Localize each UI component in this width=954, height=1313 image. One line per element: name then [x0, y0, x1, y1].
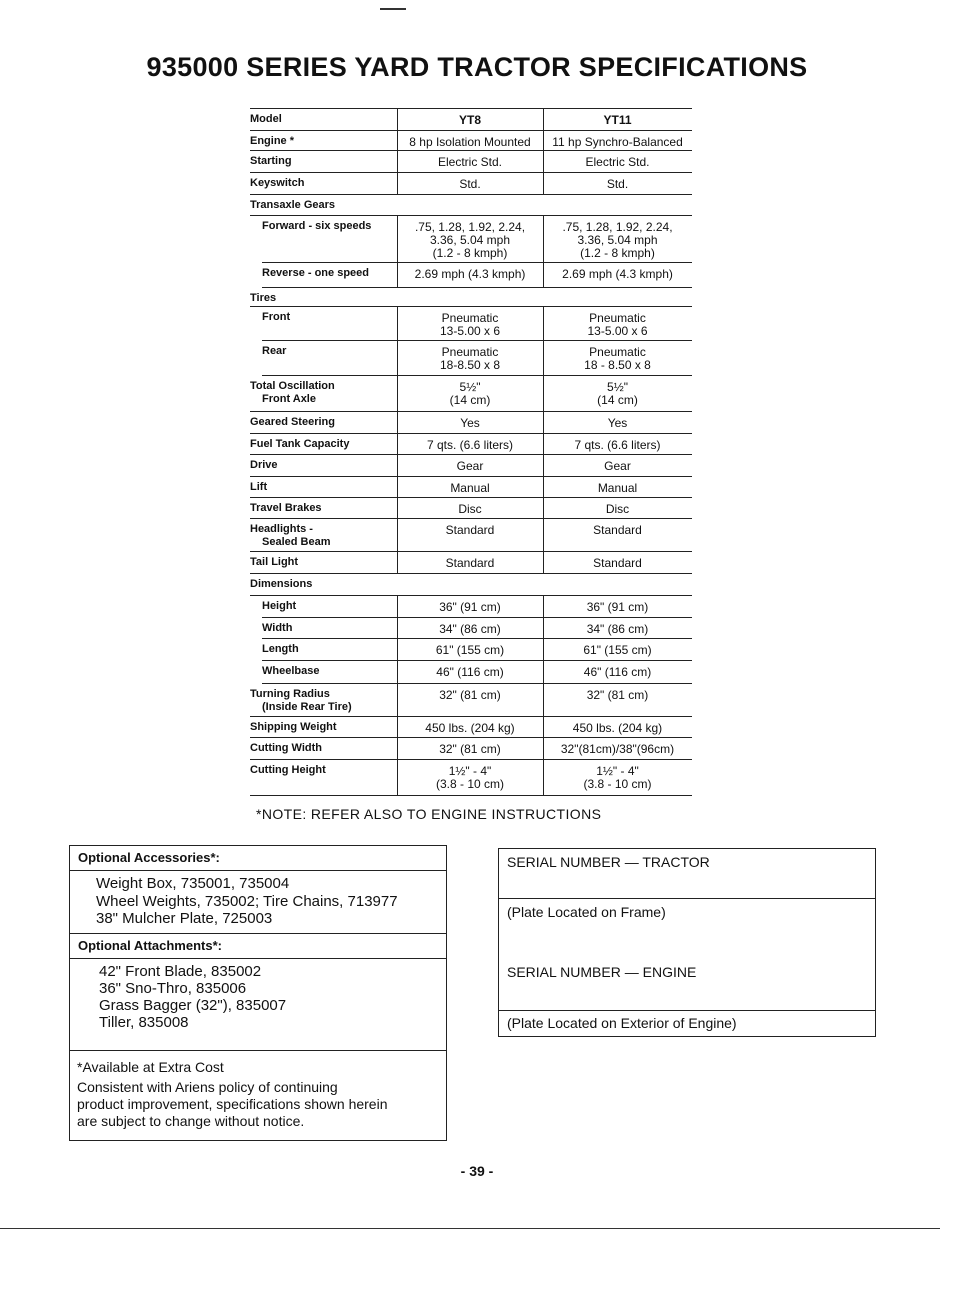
- spec-value: 46" (116 cm): [436, 665, 504, 679]
- spec-value: Standard: [445, 523, 495, 537]
- spec-value: (14 cm): [449, 393, 491, 407]
- scan-mark: [380, 8, 406, 10]
- spec-label: Total Oscillation: [250, 380, 335, 392]
- spec-label: Reverse - one speed: [262, 267, 369, 279]
- table-rule: [262, 375, 692, 376]
- spec-value: 7 qts. (6.6 liters): [426, 438, 514, 452]
- accessory-item: 38" Mulcher Plate, 725003: [96, 910, 273, 927]
- table-rule: [250, 130, 692, 131]
- table-rule: [262, 340, 692, 341]
- spec-value: Manual: [450, 481, 490, 495]
- footnote-line: Consistent with Ariens policy of continuing: [77, 1079, 338, 1095]
- spec-label: Shipping Weight: [250, 721, 337, 733]
- spec-value: Yes: [607, 416, 628, 430]
- spec-label: Transaxle Gears: [250, 199, 336, 211]
- table-rule: [262, 617, 692, 618]
- spec-value: 5½": [607, 380, 628, 394]
- table-rule: [250, 737, 692, 738]
- spec-value: Disc: [458, 502, 482, 516]
- spec-value: Std.: [606, 177, 629, 191]
- spec-value: 2.69 mph (4.3 kmph): [414, 267, 526, 281]
- spec-value: 1½" - 4": [596, 764, 639, 778]
- spec-label: Wheelbase: [262, 665, 320, 677]
- spec-value: Standard: [445, 556, 495, 570]
- attachments-title: Optional Attachments*:: [78, 938, 222, 953]
- spec-value: 34" (86 cm): [439, 622, 501, 636]
- spec-label: (Inside Rear Tire): [262, 701, 352, 713]
- table-rule: [250, 551, 692, 552]
- spec-value: Electric Std.: [437, 155, 503, 169]
- spec-label: Dimensions: [250, 578, 313, 590]
- serial-tractor-plate: (Plate Located on Frame): [507, 904, 666, 920]
- spec-label: Length: [262, 643, 299, 655]
- spec-label: Model: [250, 113, 282, 125]
- spec-label: Travel Brakes: [250, 502, 322, 514]
- table-rule: [250, 108, 692, 109]
- spec-value: 13-5.00 x 6: [587, 324, 648, 338]
- spec-label: Lift: [250, 481, 268, 493]
- table-rule: [250, 150, 692, 151]
- table-rule: [250, 411, 692, 412]
- table-rule: [250, 172, 692, 173]
- table-rule: [250, 194, 692, 195]
- spec-label: Front: [262, 311, 291, 323]
- spec-value: 34" (86 cm): [586, 622, 649, 636]
- spec-label: Rear: [262, 345, 287, 357]
- table-rule: [262, 638, 692, 639]
- table-rule: [250, 215, 692, 216]
- table-rule: [250, 759, 692, 760]
- spec-label: Headlights -: [250, 523, 313, 535]
- table-rule: [262, 262, 692, 263]
- spec-value: YT8: [458, 113, 481, 127]
- footnote-line: product improvement, specifications shown herein: [77, 1096, 388, 1112]
- table-rule: [250, 306, 692, 307]
- spec-value: (3.8 - 10 cm): [435, 777, 504, 791]
- footnote-line: *Available at Extra Cost: [77, 1059, 224, 1075]
- spec-value: Yes: [460, 416, 480, 430]
- spec-value: 61" (155 cm): [583, 643, 652, 657]
- spec-value: 46" (116 cm): [583, 665, 652, 679]
- spec-value: 3.36, 5.04 mph: [577, 233, 658, 247]
- table-rule: [262, 660, 692, 661]
- serial-tractor-label: SERIAL NUMBER — TRACTOR: [507, 854, 710, 870]
- spec-value: .75, 1.28, 1.92, 2.24,: [414, 220, 526, 234]
- spec-value: Pneumatic: [589, 311, 646, 325]
- table-rule: [250, 795, 692, 796]
- table-rule: [250, 716, 692, 717]
- spec-value: Standard: [593, 523, 642, 537]
- spec-label: Forward - six speeds: [262, 220, 372, 232]
- page-number: - 39 -: [460, 1163, 494, 1179]
- spec-label: Fuel Tank Capacity: [250, 438, 350, 450]
- spec-label: Engine *: [250, 135, 295, 147]
- spec-value: 2.69 mph (4.3 kmph): [562, 267, 673, 281]
- spec-label: Starting: [250, 155, 292, 167]
- spec-value: 36" (91 cm): [439, 600, 501, 614]
- accessories-title: Optional Accessories*:: [78, 850, 220, 865]
- spec-value: Manual: [597, 481, 638, 495]
- spec-value: (1.2 - 8 kmph): [432, 246, 508, 260]
- accessory-item: Wheel Weights, 735002; Tire Chains, 713977: [96, 893, 398, 910]
- spec-value: 32" (81 cm): [586, 688, 649, 702]
- spec-value: Standard: [593, 556, 642, 570]
- spec-value: (3.8 - 10 cm): [583, 777, 652, 791]
- spec-label: Cutting Width: [250, 742, 322, 754]
- spec-value: (1.2 - 8 kmph): [580, 246, 655, 260]
- spec-value: 32"(81cm)/38"(96cm): [560, 742, 675, 756]
- table-rule: [250, 476, 692, 477]
- spec-value: Disc: [605, 502, 630, 516]
- attachment-item: 42" Front Blade, 835002: [99, 963, 262, 980]
- spec-label: Turning Radius: [250, 688, 330, 700]
- table-rule: [250, 595, 692, 596]
- attachment-item: Tiller, 835008: [99, 1014, 189, 1031]
- serial-engine-label: SERIAL NUMBER — ENGINE: [507, 964, 697, 980]
- spec-value: 32" (81 cm): [439, 688, 501, 702]
- spec-value: 61" (155 cm): [435, 643, 505, 657]
- table-rule: [262, 683, 692, 684]
- spec-label: Drive: [250, 459, 278, 471]
- spec-value: 18 - 8.50 x 8: [584, 358, 651, 372]
- accessory-item: Weight Box, 735001, 735004: [96, 875, 290, 892]
- spec-value: 5½": [459, 380, 481, 394]
- attachment-item: 36" Sno-Thro, 835006: [99, 980, 247, 997]
- footnote-line: are subject to change without notice.: [77, 1113, 305, 1129]
- spec-value: 450 lbs. (204 kg): [572, 721, 663, 735]
- spec-value: YT11: [603, 113, 632, 127]
- spec-value: 450 lbs. (204 kg): [425, 721, 515, 735]
- spec-value: Electric Std.: [585, 155, 650, 169]
- page-title: 935000 SERIES YARD TRACTOR SPECIFICATIONS: [146, 52, 808, 82]
- table-rule: [250, 573, 692, 574]
- spec-value: Pneumatic: [441, 345, 499, 359]
- spec-value: 13-5.00 x 6: [439, 324, 501, 338]
- spec-value: 32" (81 cm): [439, 742, 501, 756]
- spec-value: 11 hp Synchro-Balanced: [552, 135, 683, 149]
- spec-label: Sealed Beam: [262, 536, 331, 548]
- engine-note: *NOTE: REFER ALSO TO ENGINE INSTRUCTIONS: [256, 806, 602, 822]
- spec-value: 8 hp Isolation Mounted: [409, 135, 531, 149]
- spec-value: Pneumatic: [589, 345, 646, 359]
- spec-value: Std.: [459, 177, 481, 191]
- spec-value: 36" (91 cm): [586, 600, 649, 614]
- spec-value: Gear: [604, 459, 631, 473]
- table-rule: [250, 518, 692, 519]
- spec-value: 7 qts. (6.6 liters): [574, 438, 661, 452]
- table-rule: [250, 497, 692, 498]
- spec-value: Pneumatic: [441, 311, 499, 325]
- spec-label: Geared Steering: [250, 416, 335, 428]
- spec-value: Gear: [456, 459, 484, 473]
- spec-label: Keyswitch: [250, 177, 305, 189]
- serial-engine-plate: (Plate Located on Exterior of Engine): [507, 1015, 737, 1031]
- spec-value: 1½" - 4": [448, 764, 492, 778]
- spec-label: Front Axle: [262, 393, 316, 405]
- scan-line: [0, 1228, 940, 1229]
- spec-label: Cutting Height: [250, 764, 326, 776]
- spec-value: (14 cm): [597, 393, 638, 407]
- table-rule: [250, 454, 692, 455]
- table-rule: [250, 433, 692, 434]
- serial-number-box: [498, 848, 876, 1037]
- spec-value: 3.36, 5.04 mph: [429, 233, 511, 247]
- spec-label: Tires: [250, 292, 277, 304]
- spec-label: Tail Light: [250, 556, 299, 568]
- spec-value: .75, 1.28, 1.92, 2.24,: [562, 220, 673, 234]
- spec-value: 18-8.50 x 8: [439, 358, 501, 372]
- attachment-item: Grass Bagger (32"), 835007: [99, 997, 287, 1014]
- spec-label: Height: [262, 600, 297, 612]
- table-rule: [262, 287, 692, 288]
- spec-label: Width: [262, 622, 293, 634]
